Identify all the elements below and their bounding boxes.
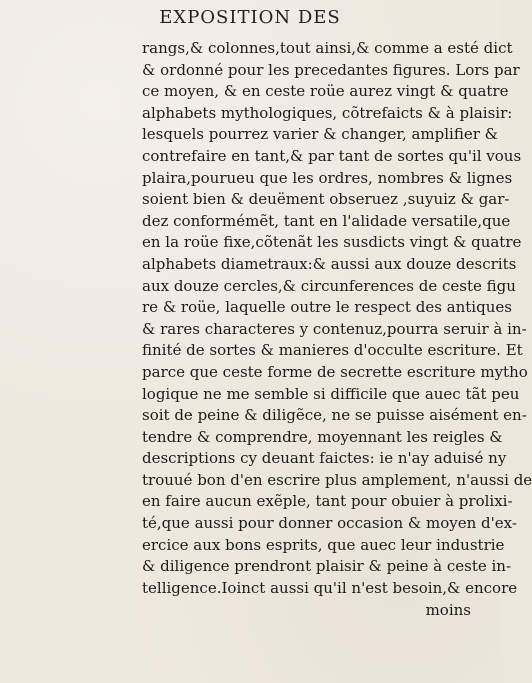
text-line: re & roüe, laquelle outre le respect des antiques: [142, 298, 512, 317]
text-line: soient bien & deuëment obseruez ,suyuiz & gar-: [142, 190, 510, 209]
text-line: aux douze cercles,& circunferences de ceste figu: [142, 276, 516, 295]
text-line: plaira,pourueu que les ordres, nombres & lignes: [142, 168, 513, 187]
text-line: ercice aux bons esprits, que auec leur industrie: [142, 535, 505, 554]
text-line: soit de peine & diligẽce, ne se puisse aisément en-: [142, 406, 527, 425]
body-text: [142, 38, 532, 599]
text-line: dez conformémẽt, tant en l'alidade versatile,que: [142, 211, 511, 230]
text-line: telligence.Ioinct aussi qu'il n'est besoin,& encore: [142, 578, 518, 597]
text-line: & diligence prendront plaisir & peine à ceste in-: [142, 557, 512, 576]
text-line: logique ne me semble si difficile que auec tãt peu: [142, 384, 520, 403]
text-line: finité de sortes & manieres d'occulte escriture. Et: [142, 341, 523, 360]
text-line: & ordonné pour les precedantes figures. Lors par: [142, 60, 520, 79]
running-header: EXPOSITION DES: [159, 7, 341, 28]
text-line: tendre & comprendre, moyennant les reigles &: [142, 427, 503, 446]
text-line: trouué bon d'en escrire plus amplement, n'aussi de: [142, 470, 532, 489]
text-line: parce que ceste forme de secrette escriture mytho: [142, 362, 528, 381]
text-line: alphabets mythologiques, cõtrefaicts & à plaisir:: [142, 103, 513, 122]
text-line: lesquels pourrez varier & changer, amplifier &: [142, 125, 499, 144]
text-line: en faire aucun exẽple, tant pour obuier à prolixi-: [142, 492, 513, 511]
text-line: rangs,& colonnes,tout ainsi,& comme a esté dict: [142, 39, 513, 57]
text-line: contrefaire en tant,& par tant de sortes qu'il vous: [142, 146, 522, 165]
text-line: ce moyen, & en ceste roüe aurez vingt & quatre: [142, 82, 509, 101]
text-line: té,que aussi pour donner occasion & moyen d'ex-: [142, 514, 517, 533]
text-line: alphabets diametraux:& aussi aux douze descrits: [142, 254, 517, 273]
text-line: en la roüe fixe,cõtenãt les susdicts vingt & quatre: [142, 233, 522, 252]
catchword: moins: [425, 601, 471, 619]
text-line: descriptions cy deuant faictes: ie n'ay aduisé ny: [142, 449, 507, 468]
text-line: & rares characteres y contenuz,pourra seruir à in-: [142, 319, 527, 338]
